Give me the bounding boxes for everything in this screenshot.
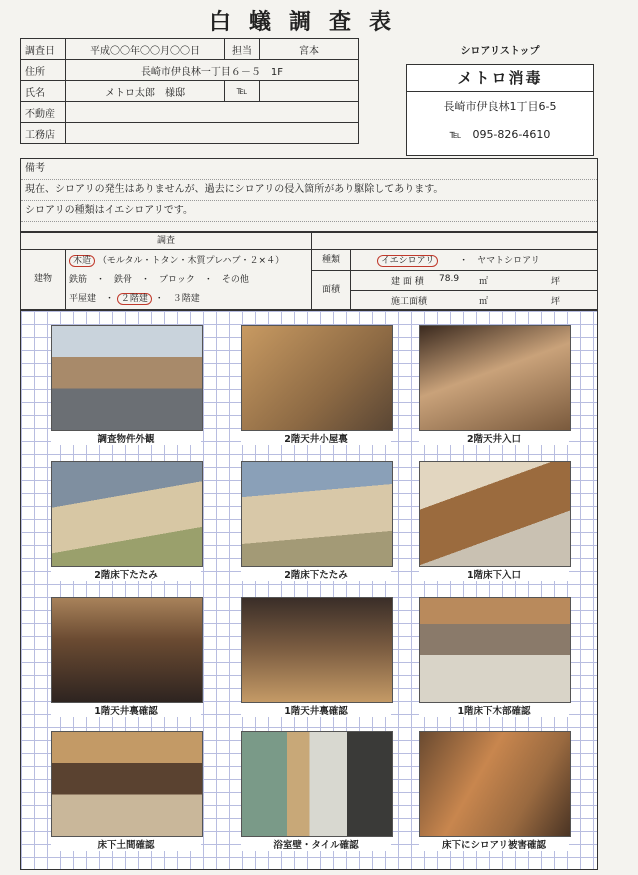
company-name: メトロ消毒 <box>407 65 593 92</box>
building-area-label: 建 面 積 <box>391 277 424 287</box>
building-area-value: 78.9 <box>439 274 460 284</box>
name-label: 氏名 <box>21 81 66 102</box>
photo-grid <box>20 310 598 870</box>
construction-area-unit-tsubo: 坪 <box>551 297 561 307</box>
area-label: 面積 <box>312 271 351 309</box>
wood-circled: 木造 <box>69 255 95 267</box>
type-other: ・ ヤマトシロアリ <box>459 256 540 266</box>
contractor-value <box>66 123 359 144</box>
photo-caption: 2階天井入口 <box>419 431 569 445</box>
photo-cell <box>51 597 201 717</box>
photo-caption: 1階天井裏確認 <box>51 703 201 717</box>
photo-cell <box>241 325 391 445</box>
photo-underfloor <box>51 731 203 837</box>
photo-caption: 2階床下たたみ <box>241 567 391 581</box>
photo-tatami-2 <box>241 461 393 567</box>
page-title: 白蟻調査表 <box>208 10 409 35</box>
construction-area-label: 施工面積 <box>391 297 428 307</box>
survey-header: 調査 <box>21 233 312 250</box>
photo-caption: 1階床下入口 <box>419 567 569 581</box>
type-row <box>377 253 540 266</box>
date-value: 平成〇〇年〇〇月〇〇日 <box>66 39 225 60</box>
photo-cell <box>51 731 201 851</box>
floors-single: 平屋建 ・ <box>69 294 115 304</box>
photo-cell <box>241 731 391 851</box>
name-value: メトロ太郎 様邸 <box>66 81 225 102</box>
photo-ceiling-1 <box>51 597 203 703</box>
type-label: 種類 <box>312 250 351 271</box>
photo-caption: 2階床下たたみ <box>51 567 201 581</box>
photo-cell <box>419 597 569 717</box>
photo-cell <box>51 325 201 445</box>
notes-line-2: シロアリの種類はイエシロアリです。 <box>21 201 597 222</box>
photo-cell <box>241 461 391 581</box>
staff-label: 担当 <box>225 39 260 60</box>
survey-header-right <box>312 233 597 250</box>
building-row-1 <box>69 253 284 266</box>
survey-sheet <box>20 8 598 868</box>
photo-caption: 床下土間確認 <box>51 837 201 851</box>
staff-value: 宮本 <box>260 39 359 60</box>
realestate-label: 不動産 <box>21 102 66 123</box>
photo-attic <box>241 325 393 431</box>
photo-cell <box>419 461 569 581</box>
photo-floor-entry <box>419 461 571 567</box>
floors-two-circled: ２階建 <box>117 293 152 305</box>
photo-caption: 調査物件外観 <box>51 431 201 445</box>
company-tagline: シロアリストップ <box>460 46 540 57</box>
photo-termite-damage <box>419 731 571 837</box>
company-address: 長崎市伊良林1丁目6-5 <box>443 100 557 113</box>
type-circled: イエシロアリ <box>377 255 438 267</box>
realestate-value <box>66 102 359 123</box>
wood-options: （モルタル・トタン・木質プレハブ・２×４） <box>97 256 285 266</box>
notes-label: 備考 <box>21 159 597 180</box>
building-row-3 <box>69 291 200 304</box>
construction-area-unit-m2: ㎡ <box>479 297 489 307</box>
building-area-unit-m2: ㎡ <box>479 277 489 287</box>
building-row-2: 鉄筋 ・ 鉄骨 ・ ブロック ・ その他 <box>69 275 249 285</box>
photo-exterior <box>51 325 203 431</box>
company-block <box>406 44 594 158</box>
building-label: 建物 <box>21 250 66 309</box>
building-area-unit-tsubo: 坪 <box>551 277 561 287</box>
tel-label: ℡ <box>225 81 260 102</box>
photo-cell <box>419 731 569 851</box>
company-tel: ℡ 095-826-4610 <box>449 128 551 141</box>
photo-ceiling-entry <box>419 325 571 431</box>
address-label: 住所 <box>21 60 66 81</box>
photo-caption: 浴室壁・タイル確認 <box>241 837 391 851</box>
notes-line-1: 現在、シロアリの発生はありませんが、過去にシロアリの侵入箇所があり駆除してあります。 <box>21 180 597 201</box>
photo-caption: 2階天井小屋裏 <box>241 431 391 445</box>
tel-value <box>260 81 359 102</box>
notes-section <box>20 158 598 232</box>
photo-bathroom <box>241 731 393 837</box>
photo-caption: 1階天井裏確認 <box>241 703 391 717</box>
photo-floor-wood <box>419 597 571 703</box>
photo-tatami-1 <box>51 461 203 567</box>
photo-caption: 1階床下木部確認 <box>419 703 569 717</box>
address-value: 長崎市伊良林一丁目６－５ 1F <box>66 60 359 81</box>
photo-ceiling-2 <box>241 597 393 703</box>
company-stamp <box>406 64 594 156</box>
floors-three: ・ ３階建 <box>154 294 200 304</box>
survey-section <box>20 232 598 310</box>
date-label: 調査日 <box>21 39 66 60</box>
photo-cell <box>419 325 569 445</box>
contractor-label: 工務店 <box>21 123 66 144</box>
photo-cell <box>51 461 201 581</box>
photo-caption: 床下にシロアリ被害確認 <box>419 837 569 851</box>
photo-cell <box>241 597 391 717</box>
